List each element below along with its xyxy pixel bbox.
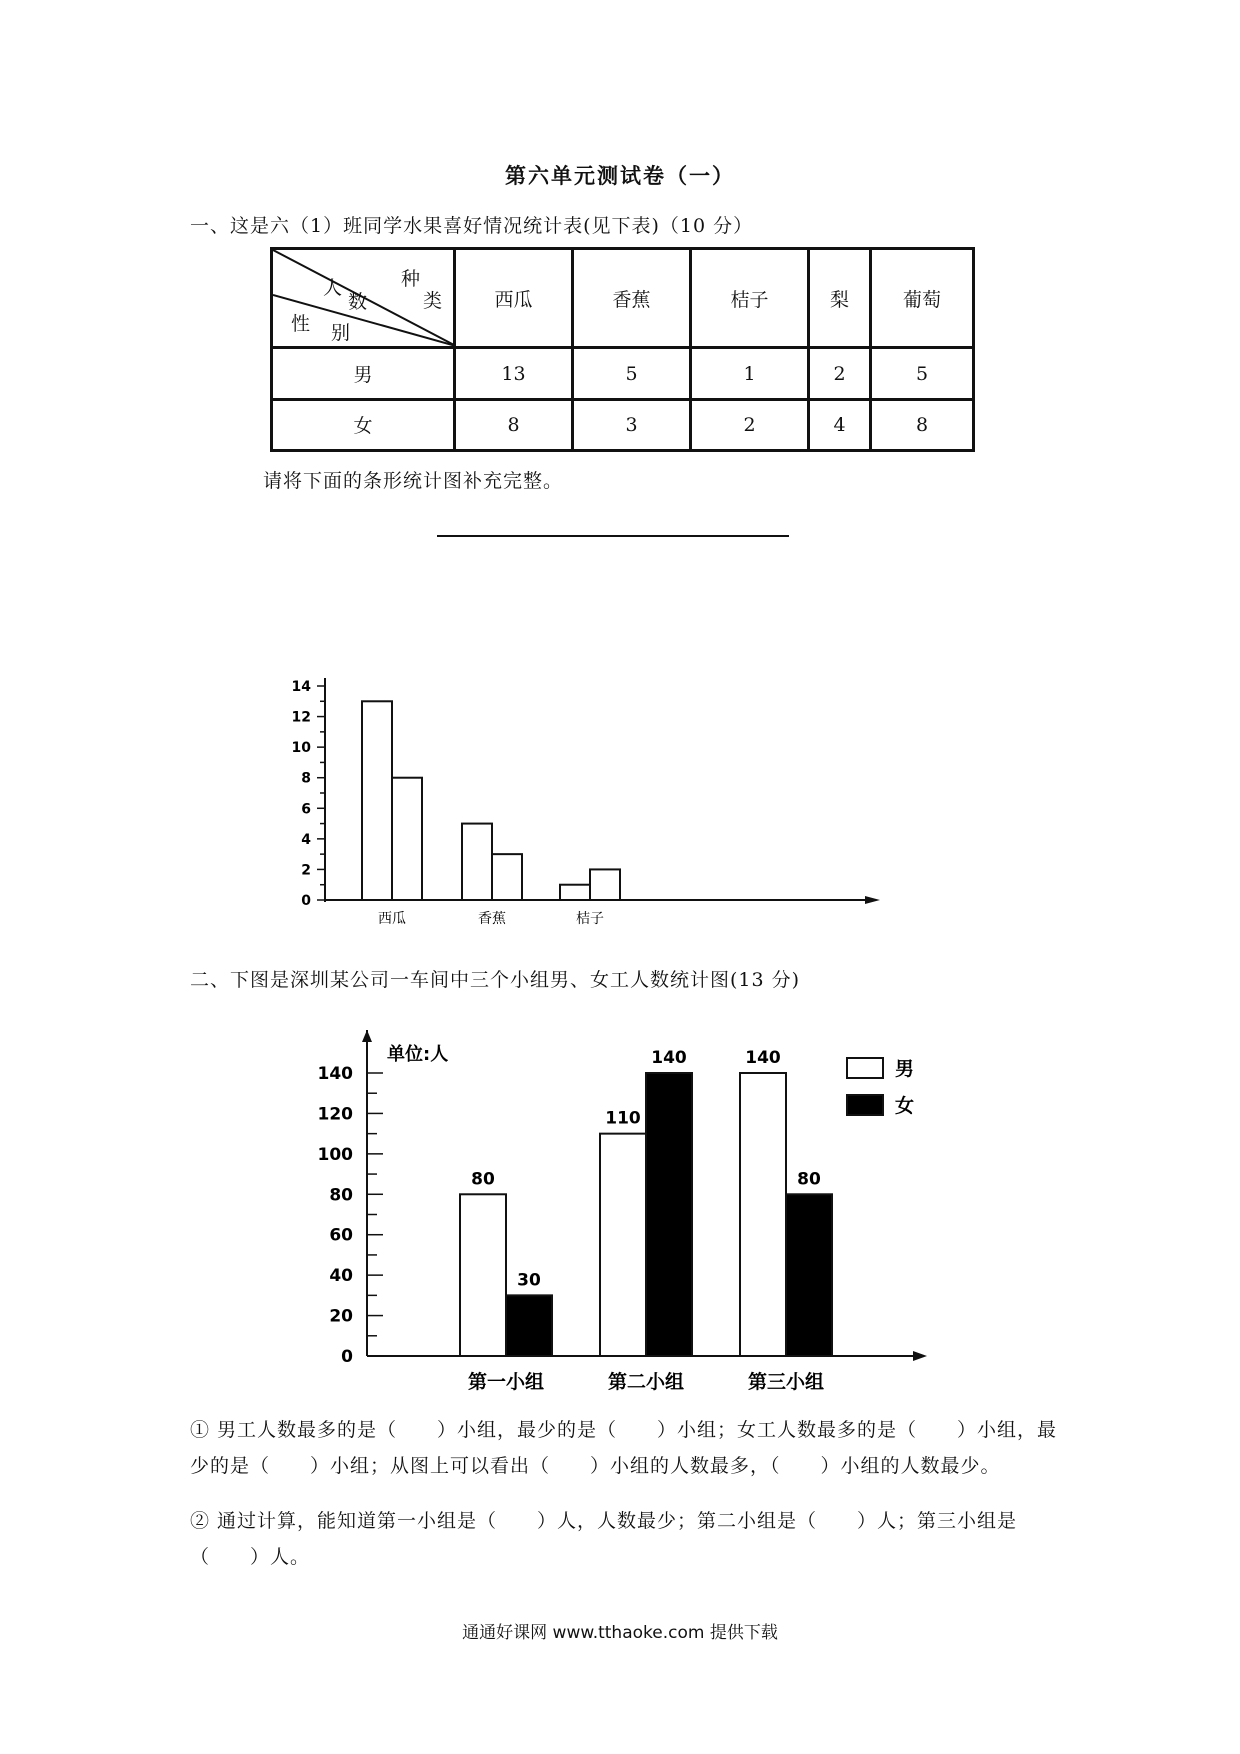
x-axis-arrow bbox=[913, 1351, 927, 1361]
data-label: 140 bbox=[745, 1048, 781, 1068]
bar bbox=[462, 824, 492, 900]
data-label: 140 bbox=[651, 1048, 687, 1068]
workshop-bar-chart bbox=[315, 1030, 955, 1410]
y-tick-label: 10 bbox=[291, 740, 311, 757]
chart-instruction: 请将下面的条形统计图补充完整。 bbox=[263, 470, 564, 492]
x-tick-label: 西瓜 bbox=[378, 911, 406, 927]
data-label: 80 bbox=[471, 1169, 495, 1190]
column-header: 香蕉 bbox=[573, 249, 691, 348]
x-tick-label: 第三小组 bbox=[747, 1371, 825, 1393]
legend-label: 女 bbox=[895, 1095, 915, 1117]
bar bbox=[460, 1194, 506, 1356]
x-tick-label: 第一小组 bbox=[467, 1371, 545, 1393]
bar bbox=[600, 1134, 646, 1356]
y-tick-label: 120 bbox=[317, 1104, 353, 1125]
question-1-text: 一、这是六（1）班同学水果喜好情况统计表(见下表)（10 分） bbox=[190, 215, 754, 237]
y-tick-label: 12 bbox=[291, 709, 311, 726]
y-tick-label: 8 bbox=[301, 770, 311, 787]
table-corner-header bbox=[272, 249, 455, 348]
y-axis-arrow bbox=[362, 1030, 372, 1042]
y-tick-label: 2 bbox=[301, 862, 311, 879]
table-row bbox=[272, 348, 974, 399]
table-cell: 5 bbox=[871, 348, 974, 399]
y-unit-label: 单位:人 bbox=[387, 1044, 449, 1065]
x-tick-label: 香蕉 bbox=[478, 911, 506, 927]
footer-credit: 通通好课网 www.tthaoke.com 提供下载 bbox=[462, 1623, 778, 1643]
table-row bbox=[272, 399, 974, 450]
y-tick-label: 4 bbox=[301, 831, 311, 848]
y-tick-label: 20 bbox=[329, 1306, 353, 1327]
bar bbox=[362, 701, 392, 900]
data-label: 110 bbox=[605, 1108, 641, 1129]
fruit-preference-table bbox=[270, 247, 975, 452]
legend-label: 男 bbox=[895, 1058, 915, 1080]
bar bbox=[392, 778, 422, 900]
data-label: 30 bbox=[517, 1270, 541, 1291]
table-cell: 2 bbox=[809, 348, 871, 399]
legend-swatch bbox=[847, 1095, 883, 1115]
fruit-bar-chart bbox=[280, 668, 900, 928]
corner-kind-2: 类 bbox=[423, 290, 443, 312]
table-cell: 2 bbox=[691, 399, 809, 450]
corner-kind-1: 种 bbox=[401, 268, 421, 290]
y-tick-label: 140 bbox=[317, 1064, 353, 1084]
x-axis-arrow bbox=[865, 896, 880, 904]
y-tick-label: 0 bbox=[341, 1347, 353, 1367]
table-cell: 3 bbox=[573, 399, 691, 450]
corner-gender-2: 别 bbox=[331, 322, 351, 344]
row-label: 女 bbox=[272, 399, 455, 450]
corner-count-2: 数 bbox=[348, 291, 368, 313]
table-cell: 8 bbox=[871, 399, 974, 450]
bar bbox=[560, 885, 590, 900]
y-tick-label: 6 bbox=[301, 801, 311, 818]
question-2-part-1: ① 男工人数最多的是（ ）小组，最少的是（ ）小组；女工人数最多的是（ ）小组，最少的是（ ）小组；从图上可以看出（ ）小组的人数最多，（ ）小组的人数最少。 bbox=[190, 1419, 1058, 1477]
data-label: 80 bbox=[797, 1169, 821, 1190]
y-tick-label: 40 bbox=[329, 1266, 353, 1287]
table-cell: 1 bbox=[691, 348, 809, 399]
table-cell: 4 bbox=[809, 399, 871, 450]
table-cell: 8 bbox=[455, 399, 573, 450]
x-tick-label: 第二小组 bbox=[607, 1371, 685, 1393]
y-tick-label: 60 bbox=[329, 1225, 353, 1246]
chart-title-blank-line bbox=[437, 535, 789, 537]
row-label: 男 bbox=[272, 348, 455, 399]
page-title: 第六单元测试卷（一） bbox=[505, 163, 735, 188]
column-header: 桔子 bbox=[691, 249, 809, 348]
table-cell: 13 bbox=[455, 348, 573, 399]
y-tick-label: 14 bbox=[291, 679, 311, 695]
legend-swatch bbox=[847, 1058, 883, 1078]
corner-gender-1: 性 bbox=[291, 313, 311, 335]
bar bbox=[492, 854, 522, 900]
bar bbox=[590, 869, 620, 900]
y-tick-label: 80 bbox=[329, 1185, 353, 1206]
question-2-part-2: ② 通过计算，能知道第一小组是（ ）人，人数最少；第二小组是（ ）人；第三小组是（ ）人。 bbox=[190, 1510, 1018, 1568]
bar bbox=[506, 1295, 552, 1356]
y-tick-label: 100 bbox=[317, 1144, 353, 1165]
corner-count-1: 人 bbox=[323, 277, 343, 299]
question-2-text: 二、下图是深圳某公司一车间中三个小组男、女工人数统计图(13 分) bbox=[190, 969, 801, 991]
bar bbox=[646, 1073, 692, 1356]
y-tick-label: 0 bbox=[301, 893, 311, 909]
table-cell: 5 bbox=[573, 348, 691, 399]
column-header: 葡萄 bbox=[871, 249, 974, 348]
column-header: 梨 bbox=[809, 249, 871, 348]
bar bbox=[786, 1194, 832, 1356]
bar bbox=[740, 1073, 786, 1356]
x-tick-label: 桔子 bbox=[576, 911, 604, 927]
column-header: 西瓜 bbox=[455, 249, 573, 348]
